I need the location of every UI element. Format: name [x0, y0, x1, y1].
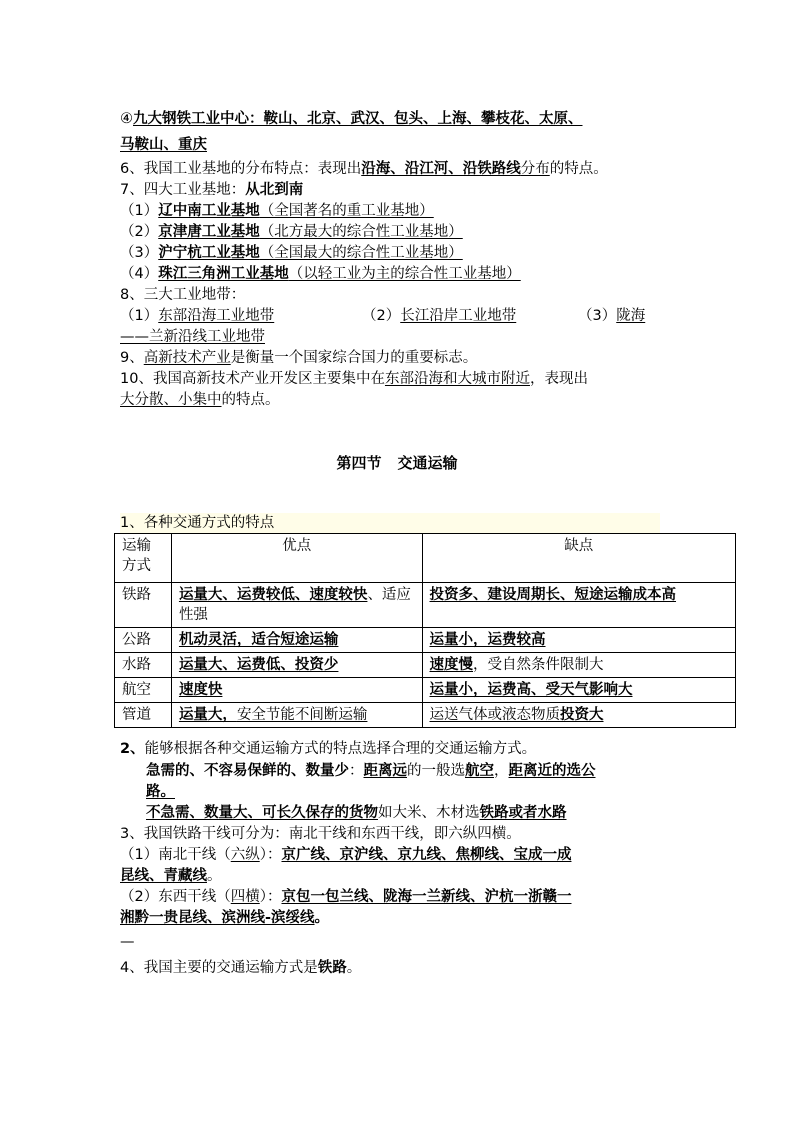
base-num: （2）: [120, 224, 159, 240]
steel-centers-label: 九大钢铁工业中心：: [133, 111, 264, 127]
cons-key: 投资多、建设周期长、短途运输成本高: [429, 587, 677, 603]
ew-end: 。: [314, 910, 330, 926]
dash-line: [120, 932, 135, 952]
cons-cell: [422, 703, 735, 728]
item-7-text: 7、四大工业基地：: [120, 182, 246, 198]
cons-key: 运量小，运费高、受天气影响大: [429, 682, 633, 698]
section-title: 交通运输: [397, 454, 458, 472]
table-intro: [120, 513, 660, 533]
ns-mid: ）：: [259, 847, 282, 863]
pros-key: 运量大、运费低、投资少: [178, 657, 339, 673]
choose-mid: 的一般选: [407, 763, 465, 779]
base-name: 京津唐工业基地: [158, 224, 260, 240]
table-row: [115, 628, 736, 653]
base-3: [120, 243, 463, 263]
item-10-mid: ，表现出: [529, 371, 588, 387]
pros-rest: 、适应性强: [178, 587, 411, 623]
pros-key: 机动灵活，适合短途运输: [178, 632, 339, 648]
ew-mid: ）：: [259, 889, 282, 905]
pros-key: 速度快: [178, 682, 223, 698]
item-6: [120, 159, 608, 179]
item-4-text: 4、我国主要的交通运输方式是: [120, 960, 318, 976]
ns-list: 京广线、京沪线、京九线、焦柳线、宝成一成: [281, 847, 572, 863]
ns-lines: [120, 845, 571, 865]
circled-number: ④: [120, 111, 133, 127]
belt-num: （2）: [362, 308, 401, 324]
header-mode-2: 方式: [122, 558, 151, 574]
ns-end: 。: [207, 868, 222, 884]
ns-list-cont: 昆线、青藏线: [120, 868, 207, 884]
section-heading: [0, 452, 794, 473]
table-row: [115, 703, 736, 728]
base-name: 沪宁杭工业基地: [158, 245, 260, 261]
choose-comma: ，: [494, 763, 509, 779]
ew-lines-cont: [120, 908, 329, 928]
table-row: [115, 583, 736, 628]
choose-colon: ：: [349, 763, 364, 779]
header-mode-1: 运输: [122, 538, 151, 554]
item-9: [120, 348, 477, 368]
belt-2: 长江沿岸工业地带: [400, 308, 517, 324]
cons-key: 运量小，运费较高: [429, 632, 546, 648]
mode-cell: 航空: [115, 678, 172, 703]
base-note: （以轻工业为主的综合性工业基地）: [288, 266, 521, 282]
cons-key: 速度慢: [429, 657, 474, 673]
header-pros: 优点: [171, 534, 422, 583]
table-header-row: [115, 534, 736, 583]
item-10-key: 东部沿海和大城市附近: [384, 371, 530, 387]
ew-list-cont: 湘黔一贵昆线、滨洲线-滨绥线: [120, 910, 315, 926]
base-name: 珠江三角洲工业基地: [158, 266, 289, 282]
base-1: [120, 201, 434, 221]
belt-3b: ——兰新沿线工业地带: [120, 329, 265, 345]
pros-cell: [171, 678, 422, 703]
item-2-text: 能够根据各种交通运输方式的特点选择合理的交通运输方式。: [144, 741, 537, 757]
choose-rail-mode: 铁路或者水路: [479, 805, 567, 821]
cons-rest: ，受自然条件限制大: [473, 657, 604, 673]
item-9-num: 9、: [120, 350, 144, 366]
item-2-num: 2、: [120, 741, 145, 757]
base-2: [120, 222, 463, 242]
item-8-text: 8、三大工业地带：: [120, 287, 246, 303]
choose-road-end: 路。: [146, 784, 175, 800]
steel-centers-list-cont: 马鞍山、重庆: [120, 137, 207, 153]
table-row: [115, 678, 736, 703]
item-8-title: [120, 285, 245, 305]
section-number: 第四节: [336, 454, 382, 472]
ns-key: 六纵: [230, 847, 260, 863]
item-9-text: 是衡量一个国家综合国力的重要标志。: [230, 350, 478, 366]
pros-key: 运量大、运费较低、速度较快: [178, 587, 368, 603]
item-3: [120, 824, 521, 844]
belt-3a: 陇海: [616, 308, 646, 324]
choose-far: 距离远: [363, 763, 407, 779]
item-8-belt-3-cont: [120, 327, 265, 347]
choose-road: 距离近的选公: [508, 763, 596, 779]
header-mode: [115, 534, 172, 583]
header-cons: 缺点: [422, 534, 735, 583]
transport-table: [114, 533, 736, 728]
cons-key: 投资大: [560, 707, 604, 723]
base-num: （4）: [120, 266, 159, 282]
cons-cell: [422, 628, 735, 653]
pros-key: 运量大，: [178, 707, 237, 723]
dash: —: [120, 934, 135, 950]
cons-cell: [422, 678, 735, 703]
cons-cell: [422, 653, 735, 678]
mode-cell: 水路: [115, 653, 172, 678]
ew-key: 四横: [230, 889, 260, 905]
ns-pre: （1）南北干线（: [120, 847, 231, 863]
item-8-belt-3: [578, 306, 645, 326]
belt-1: 东部沿海工业地带: [158, 308, 275, 324]
table-intro-text: 1、各种交通方式的特点: [120, 515, 275, 531]
pros-rest: 安全节能不间断运输: [236, 707, 368, 723]
choose-air: 航空: [465, 763, 494, 779]
choose-rail-cond: 不急需、数量大、可长久保存的货物: [146, 805, 378, 821]
base-name: 辽中南工业基地: [158, 203, 260, 219]
base-note: （全国最大的综合性工业基地）: [259, 245, 463, 261]
mode-cell: 管道: [115, 703, 172, 728]
base-note: （北方最大的综合性工业基地）: [259, 224, 463, 240]
item-6-key2: 分布: [520, 161, 550, 177]
item-10-cont: [120, 390, 280, 410]
mode-cell: 铁路: [115, 583, 172, 628]
base-note: （全国著名的重工业基地）: [259, 203, 434, 219]
belt-num: （3）: [578, 308, 617, 324]
mode-cell: 公路: [115, 628, 172, 653]
pros-cell: [171, 628, 422, 653]
choose-road-cont: [146, 782, 175, 802]
item-6-key: 沿海、沿江河、沿铁路线: [361, 161, 521, 177]
ns-lines-cont: [120, 866, 222, 886]
belt-num: （1）: [120, 308, 159, 324]
item-10-text: 10、我国高新技术产业开发区主要集中在: [120, 371, 385, 387]
item-4: [120, 958, 361, 978]
item-10-key2: 大分散、小集中: [120, 392, 222, 408]
base-num: （3）: [120, 245, 159, 261]
item-3-text: 3、我国铁路干线可分为：南北干线和东西干线，即六纵四横。: [120, 826, 521, 842]
pros-cell: [171, 703, 422, 728]
item-9-key: 高新技术产业: [143, 350, 231, 366]
item-7-key: 从北到南: [245, 182, 304, 198]
choose-air-cond: 急需的、不容易保鲜的、数量少: [146, 763, 349, 779]
item-10-post: 的特点。: [221, 392, 280, 408]
base-4: [120, 264, 521, 284]
item-6-text: 6、我国工业基地的分布特点：表现出: [120, 161, 362, 177]
item-4-post: 。: [346, 960, 362, 976]
choose-rail: [146, 803, 567, 823]
steel-centers-line-2: [120, 135, 207, 155]
item-8-belts: [120, 306, 296, 326]
steel-centers-list: 鞍山、北京、武汉、包头、上海、攀枝花、太原、: [263, 111, 583, 127]
ew-pre: （2）东西干线（: [120, 889, 231, 905]
choose-air: [146, 761, 596, 781]
ew-lines: [120, 887, 571, 907]
item-7: [120, 180, 303, 200]
item-8-belt-2: [362, 306, 516, 326]
ew-list: 京包一包兰线、陇海一兰新线、沪杭一浙赣一: [281, 889, 572, 905]
item-4-key: 铁路: [317, 960, 347, 976]
cons-rest: 运送气体或液态物质: [429, 707, 561, 723]
item-6-post: 的特点。: [549, 161, 608, 177]
cons-cell: [422, 583, 735, 628]
pros-cell: [171, 583, 422, 628]
item-10: [120, 369, 588, 389]
steel-centers-line: [120, 109, 583, 129]
table-row: [115, 653, 736, 678]
item-2: [120, 739, 536, 759]
base-num: （1）: [120, 203, 159, 219]
pros-cell: [171, 653, 422, 678]
choose-rail-mid: 如大米、木材选: [378, 805, 480, 821]
